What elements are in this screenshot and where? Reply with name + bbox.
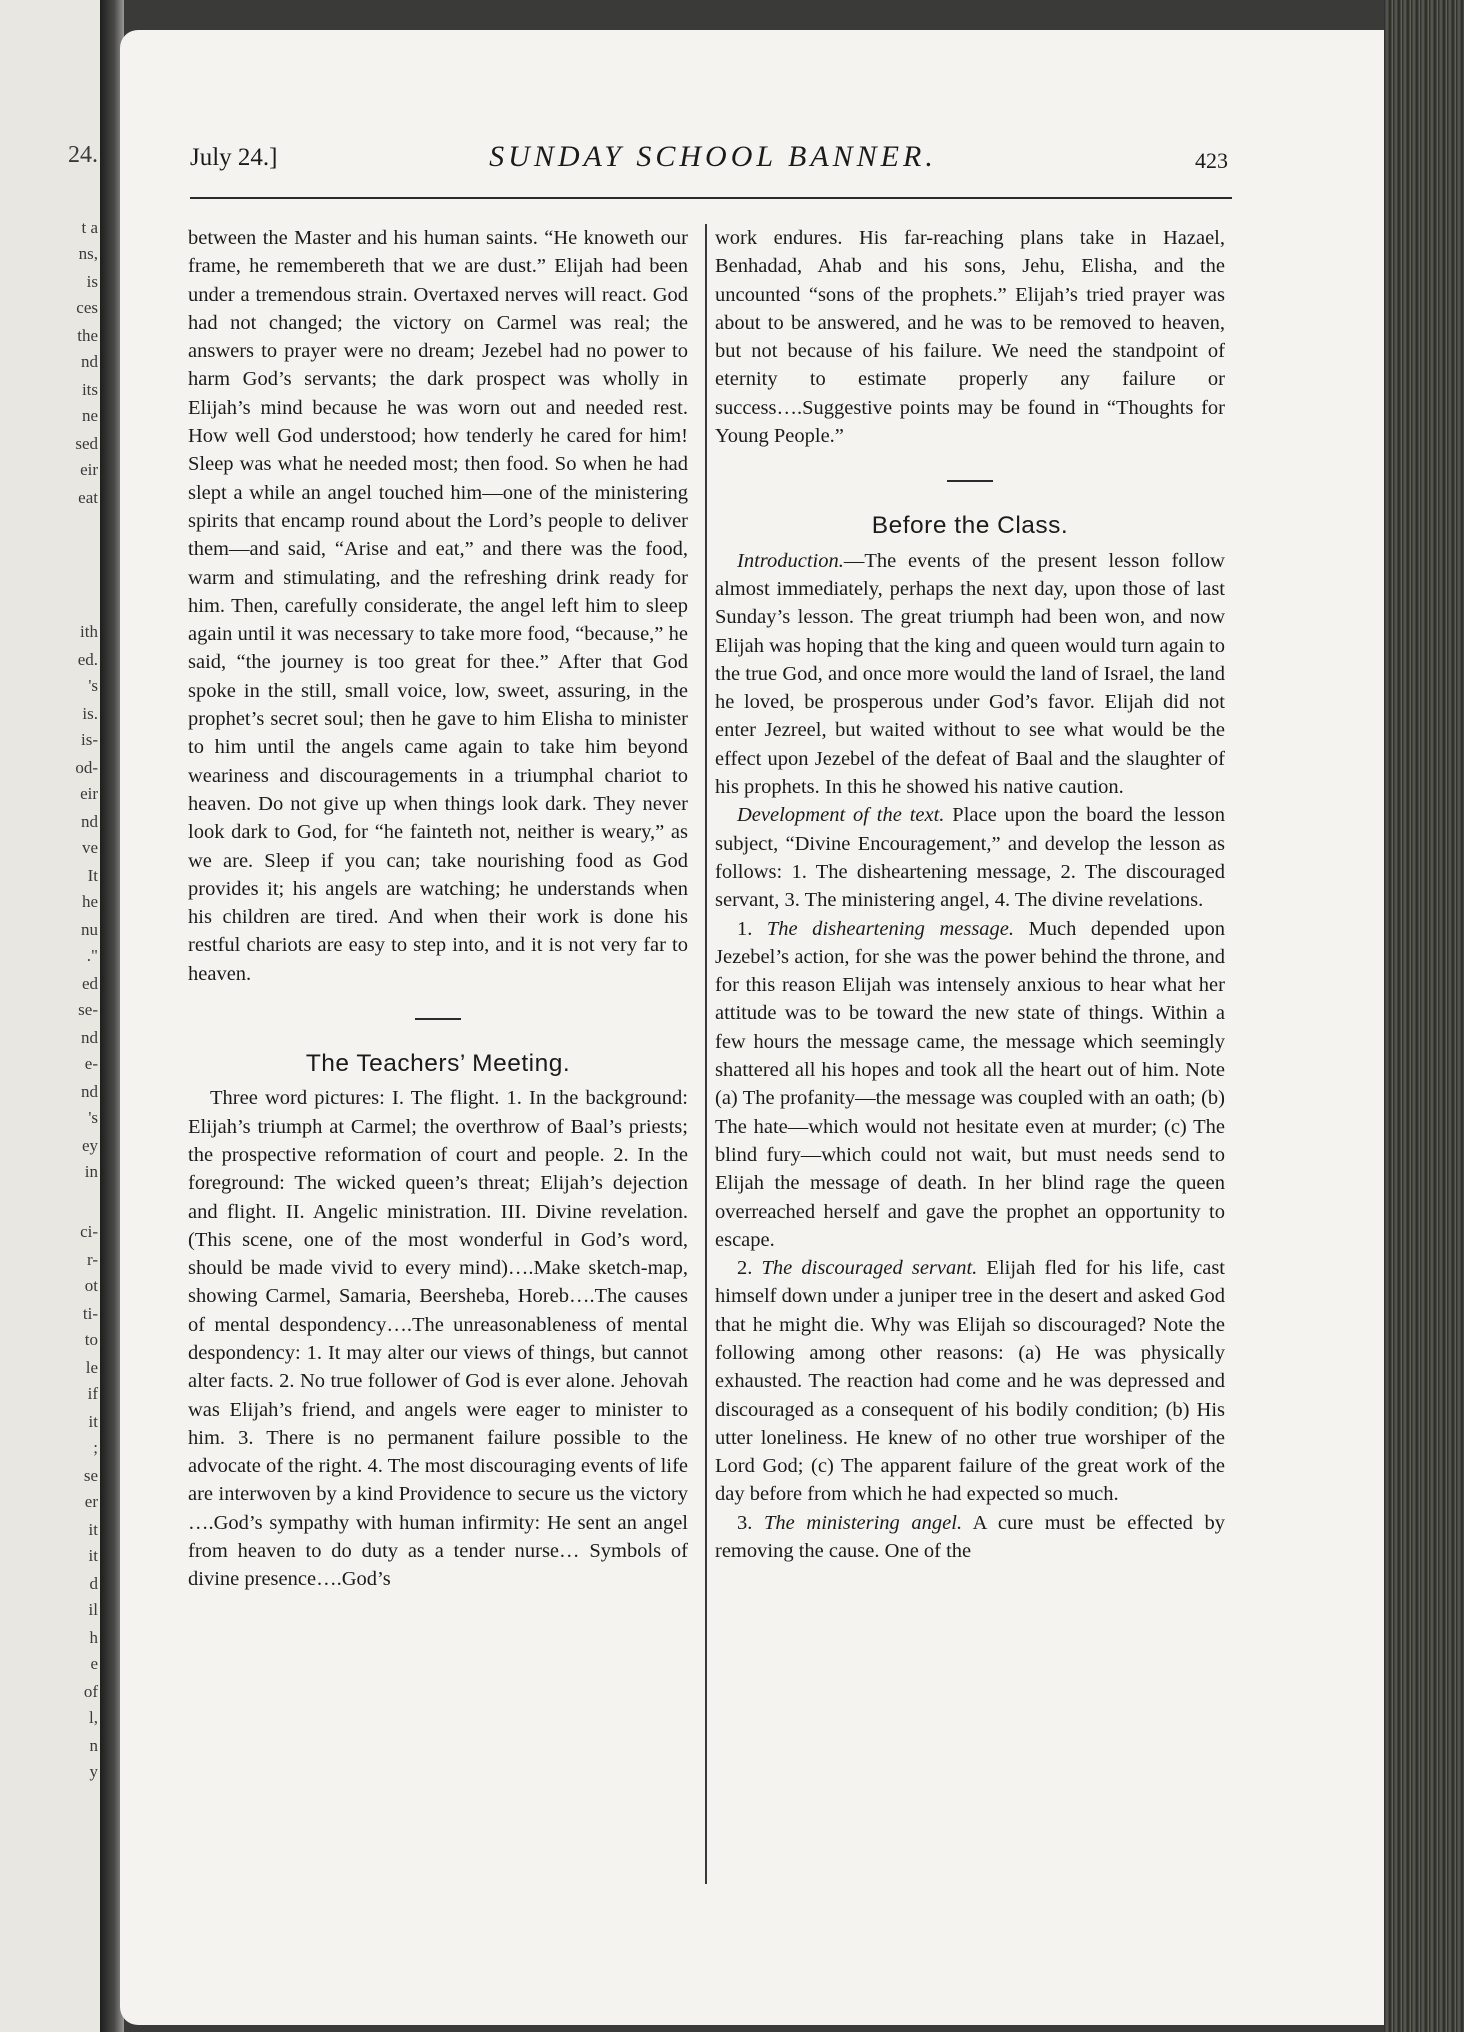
paragraph: between the Master and his human saints. “He knoweth our frame, he remembereth that we are dust.” Elijah had been under a tremendous strain. Overtaxed nerves will react. God had not changed; the victory on Carmel was real; the answers to prayer were no dream; Jezebel had no power to harm God’s servants; the dark prospect was wholly in Elijah’s mind because he was worn out and needed rest. How well God understood; how tenderly he cared for him! Sleep was what he needed most; then food. So when he had slept a while an angel touched him—one of the ministering spirits that encamp round about the Lord’s people to deliver them—and said, “Arise and eat,” and there was the food, warm and stimulating, and the refreshing drink ready for him. Then, carefully considerate, the angel left him to sleep again until it was necessary to take more food, “because,” he said, “the journey is too great for thee.” After that God spoke in the still, small voice, low, sweet, assuring, in the prophet’s secret soul; then he gave to him Elisha to minister to him until the angels came again to take him beyond weariness and discouragements in a triumphal chariot to heaven. Do not give up when things look dark. They never look dark to God, for “he fainteth not, neither is weary,” as we are. Sleep if you can; take nourishing food as God provides it; his angels are watching; he understands when his children are tired. And when their work is done his restful chariots are easy to step into, and it is not very far to heaven. [188, 227, 688, 985]
facing-page-fragment: eir [80, 460, 98, 479]
run-in-label: The disheartening message. [766, 917, 1015, 940]
facing-page-fragment: e- [84, 1054, 98, 1073]
facing-page-fragment: ne [81, 406, 98, 425]
column-divider [705, 224, 707, 1884]
paragraph-text: A cure must be effected by removing the cause. One of the [715, 1511, 1226, 1563]
paragraph-text: Elijah fled for his life, cast himself down under a juniper tree in the desert and asked God that he might die. Why was Elijah so discouraged? Note the following among other reasons: (a) He was physically exhausted. The reaction had come and he was depressed and discouraged as a consequent of his bodily condition; (b) His utter loneliness. He knew of no other true worshiper of the Lord God; (c) The apparent failure of the great work of the day before from which he had expected so much. [715, 1257, 1225, 1506]
facing-page-fragment: its [81, 380, 98, 399]
facing-page-fragment: nd [81, 352, 98, 371]
run-in-label: Development of the text. [737, 804, 945, 827]
facing-page-fragment: d [89, 1574, 98, 1593]
facing-page-fragment: ve [81, 838, 98, 857]
facing-page-fragment: 's [88, 1108, 98, 1127]
facing-page-fragment: se [83, 1466, 98, 1485]
facing-page-fragment: eat [78, 488, 98, 507]
facing-page-fragment: l, [89, 1708, 98, 1727]
point-number: 1. [737, 917, 767, 940]
facing-page-fragment: is- [81, 730, 98, 749]
facing-page-fragment: ti- [82, 1304, 98, 1323]
facing-page-fragment: od- [75, 758, 98, 777]
facing-page-fragment: if [87, 1384, 98, 1403]
facing-page-fragment: ci- [80, 1222, 98, 1241]
facing-page-fragment: ." [86, 946, 98, 965]
facing-page-fragment: ith [80, 622, 98, 641]
facing-page-fragment: sed [75, 434, 98, 453]
header-rule [190, 197, 1232, 199]
facing-page-fragment: se- [78, 1000, 98, 1019]
run-in-label: The discouraged servant. [761, 1257, 978, 1280]
facing-page-fragment: t a [81, 218, 98, 237]
run-in-label: The ministering angel. [764, 1511, 963, 1534]
facing-page-fragment: it [88, 1412, 98, 1431]
facing-page-fragment: 24. [68, 142, 98, 168]
facing-page-fragment: to [84, 1330, 98, 1349]
facing-page-fragment: il [88, 1600, 98, 1619]
section-divider [947, 480, 993, 482]
facing-page-fragment: h [89, 1628, 98, 1647]
header-date: July 24.] [190, 144, 278, 171]
paragraph-point-2 [715, 1254, 1225, 1509]
facing-page-fragment: e [90, 1654, 98, 1673]
facing-page-fragment: ot [84, 1276, 98, 1295]
facing-page-fragment: ey [81, 1136, 98, 1155]
facing-page-fragment: it [88, 1520, 98, 1539]
page-stack-edge [1384, 0, 1464, 2032]
paragraph: work endures. His far-reaching plans take in Hazael, Benhadad, Ahab and his sons, Jehu, Elisha, and the uncounted “sons of the prophets.” Elijah’s tried prayer was about to be answered, and he was to be removed to heaven, but not because of his failure. We need the standpoint of eternity to estimate properly any failure or success….Suggestive points may be found in “Thoughts for Young People.” [715, 227, 1225, 448]
facing-page-fragment: it [88, 1546, 98, 1565]
paragraph-text: —The events of the present lesson follow almost immediately, perhaps the next day, upon those of last Sunday’s lesson. The great triumph had been won, and now Elijah was hoping that the king and queen would turn again to the true God, and once more would the land of Israel, the land he loved, be prosperous under God’s favor. Elijah did not enter Jezreel, but waited without to see what would be the effect upon Jezebel of the defeat of Baal and the slaughter of his prophets. In this he showed his native caution. [715, 549, 1225, 799]
facing-page-fragment: y [89, 1762, 98, 1781]
facing-page-fragment: ns, [78, 244, 98, 263]
paragraph-point-1 [715, 915, 1225, 1255]
publication-title: SUNDAY SCHOOL BANNER. [489, 140, 937, 173]
facing-page-fragment: ed. [77, 650, 98, 669]
section-divider [415, 1018, 461, 1020]
point-number: 3. [737, 1511, 765, 1534]
facing-page-fragment: r- [87, 1250, 98, 1269]
facing-page-fragment: the [77, 326, 98, 345]
facing-page-fragment: le [85, 1358, 98, 1377]
facing-page-fragment: in [84, 1162, 98, 1181]
facing-page-fragment: er [84, 1492, 98, 1511]
paragraph-text: Much depended upon Jezebel’s action, for she was the power behind the throne, and for this reason Elijah was intensely anxious to hear what her attitude was to be toward the new state of things. Within a few hours the message came, the message which seemingly shattered all his hopes and took all the heart out of him. Note (a) The profanity—the message was coupled with an oath; (b) The hate—which would not hesitate even at murder; (c) The blind fury—which could not wait, but must needs send to Elijah the message of death. In her blind rage the queen overreached herself and gave the prophet an opportunity to escape. [715, 917, 1226, 1251]
facing-page-fragment: ed [81, 974, 98, 993]
paragraph-development [715, 801, 1225, 914]
facing-page-fragment: is. [82, 704, 98, 723]
facing-page-fragment: nu [81, 920, 98, 939]
point-number: 2. [737, 1257, 762, 1280]
running-header [188, 140, 1238, 184]
facing-page-fragment: is [86, 272, 98, 291]
facing-page-fragment: ces [76, 298, 98, 317]
section-heading-teachers-meeting: The Teachers’ Meeting. [305, 1050, 571, 1078]
paragraph-text: Place upon the board the lesson subject, “Divine Encouragement,” and develop the lesson as follows: 1. The disheartening message, 2. The discouraged servant, 3. The ministering angel, 4. The divine revelations. [715, 804, 1225, 912]
facing-page-fragment: nd [81, 812, 98, 831]
section-heading-before-the-class: Before the Class. [871, 512, 1069, 540]
run-in-label: Introduction. [737, 549, 844, 572]
facing-page-fragment: he [81, 892, 98, 911]
facing-page-fragment: ; [93, 1438, 98, 1457]
facing-page-fragment: nd [81, 1028, 98, 1047]
facing-page-fragment: eir [80, 784, 98, 803]
facing-page-fragment: of [83, 1682, 98, 1701]
facing-page-fragment: n [89, 1736, 98, 1755]
left-column [188, 224, 688, 1594]
right-column [715, 224, 1225, 1565]
facing-page-fragment: It [87, 866, 98, 885]
page-number: 423 [1195, 148, 1228, 173]
paragraph-introduction [715, 547, 1225, 802]
facing-page-fragment: 's [88, 676, 98, 695]
paragraph-point-3 [715, 1509, 1225, 1566]
facing-page-edge [0, 0, 104, 2032]
facing-page-fragment: nd [81, 1082, 98, 1101]
paragraph: Three word pictures: I. The flight. 1. In the background: Elijah’s triumph at Carmel; the overthrow of Baal’s priests; the prospective reformation of court and people. 2. In the foreground: The wicked queen’s threat; Elijah’s dejection and flight. II. Angelic ministration. III. Divine revelation. (This scene, one of the most wonderful in God’s word, should be made vivid to every mind)….Make sketch-map, showing Carmel, Samaria, Beersheba, Horeb….The causes of mental despondency….The unreasonableness of mental despondency: 1. It may alter our views of things, but cannot alter facts. 2. No true follower of God is ever alone. Jehovah was Elijah’s friend, and angels were eager to minister to him. 3. There is no permanent failure possible to the advocate of the right. 4. The most discouraging events of life are interwoven by a kind Providence to secure us the victory ….God’s sympathy with human infirmity: He sent an angel from heaven to do duty as a tender nurse… Symbols of divine presence….God’s [188, 1087, 688, 1591]
